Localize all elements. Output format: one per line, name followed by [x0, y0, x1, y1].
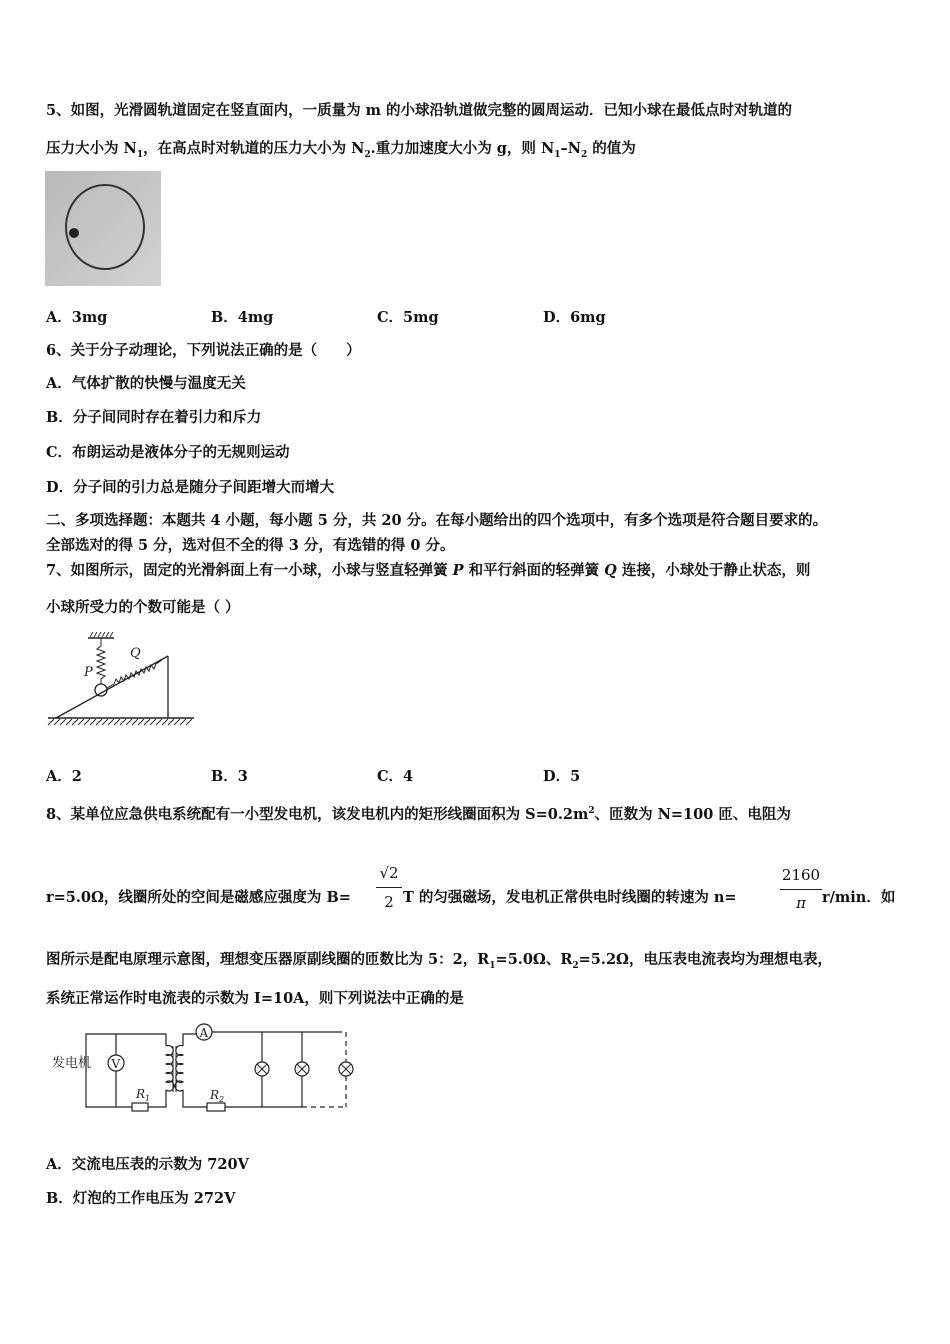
- q8-circuit-diagram: [52, 1020, 358, 1116]
- q5-option-d[interactable]: D．6mg: [543, 309, 606, 326]
- q6-option-c[interactable]: C．布朗运动是液体分子的无规则运动: [46, 444, 290, 461]
- q7-option-b[interactable]: B．3: [211, 768, 248, 785]
- q8-fraction-b-denominator: 2: [384, 893, 394, 911]
- q8-fraction-n-denominator: π: [796, 894, 806, 912]
- q8-fraction-b-numerator: √2: [379, 864, 399, 882]
- q8-stem-line1: 8、某单位应急供电系统配有一小型发电机，该发电机内的矩形线圈面积为 $S=0.2m^2$、匝数为 N=100 匝、电阻为: [46, 805, 791, 823]
- q8-fraction-n-line: [780, 889, 822, 890]
- q8-stem-line2-part2: T 的匀强磁场，发电机正常供电时线圈的转速为 n=: [403, 889, 737, 906]
- q8-fig-r1-label: $R_1$: [136, 1087, 151, 1103]
- q8-fig-voltmeter-label: V: [111, 1057, 121, 1071]
- section2-header-line2: 全部选对的得 5 分，选对但不全的得 3 分，有选错的得 0 分。: [46, 537, 455, 554]
- q7-option-a[interactable]: A．2: [46, 768, 82, 785]
- q8-fig-generator-label: 发电机: [52, 1056, 92, 1071]
- q7-fig-label-q: Q: [130, 646, 141, 661]
- q8-fraction-b-line: [376, 887, 402, 888]
- q7-option-d[interactable]: D．5: [543, 768, 581, 785]
- q8-option-b[interactable]: B．灯泡的工作电压为 272V: [46, 1190, 236, 1207]
- q8-stem-line2-part1: r=5.0Ω，线圈所处的空间是磁感应强度为 B=: [46, 889, 351, 906]
- section2-header-line1: 二、多项选择题：本题共 4 小题，每小题 5 分，共 20 分。在每小题给出的四个选项中，有多个选项是符合题目要求的。: [46, 512, 828, 529]
- q5-option-b[interactable]: B．4mg: [211, 309, 274, 326]
- q8-stem-line2-part3: r/min．如: [822, 889, 896, 906]
- q6-stem: 6、关于分子动理论，下列说法正确的是（ ）: [46, 342, 361, 359]
- q7-incline-spring-figure: [44, 632, 200, 738]
- q7-stem-line2: 小球所受力的个数可能是（ ）: [46, 599, 240, 616]
- q8-option-a[interactable]: A．交流电压表的示数为 720V: [46, 1156, 249, 1173]
- q5-option-c[interactable]: C．5mg: [377, 309, 439, 326]
- q6-option-a[interactable]: A．气体扩散的快慢与温度无关: [46, 375, 246, 392]
- q8-fig-ammeter-label: A: [199, 1026, 209, 1040]
- q5-stem-line2: 压力大小为 $N_1$，在高点时对轨道的压力大小为 $N_2$.重力加速度大小为 g，则 $N_1-N_2$ 的值为: [46, 140, 636, 160]
- q8-stem-line3: 图所示是配电原理示意图，理想变压器原副线圈的匝数比为 5：2，$R_1=5.0\Omega$、$R_2=5.2\Omega$，电压表电流表均为理想电表，: [46, 951, 832, 971]
- q7-option-c[interactable]: C．4: [377, 768, 414, 785]
- q8-fig-r2-label: $R_2$: [210, 1088, 225, 1104]
- q5-circular-track-figure: [45, 171, 161, 286]
- q7-stem-line1: 7、如图所示，固定的光滑斜面上有一小球，小球与竖直轻弹簧 P 和平行斜面的轻弹簧 Q 连接，小球处于静止状态，则: [46, 562, 811, 579]
- q5-option-a[interactable]: A．3mg: [46, 309, 108, 326]
- q7-fig-label-p: P: [84, 665, 93, 680]
- q8-stem-line4: 系统正常运作时电流表的示数为 I=10A，则下列说法中正确的是: [46, 990, 464, 1007]
- q8-fraction-n-numerator: 2160: [781, 866, 821, 884]
- q6-option-b[interactable]: B．分子间同时存在着引力和斥力: [46, 409, 262, 426]
- q5-stem-line1: 5、如图，光滑圆轨道固定在竖直面内，一质量为 m 的小球沿轨道做完整的圆周运动．已知小球在最低点时对轨道的: [46, 102, 793, 119]
- q6-option-d[interactable]: D．分子间的引力总是随分子间距增大而增大: [46, 479, 335, 496]
